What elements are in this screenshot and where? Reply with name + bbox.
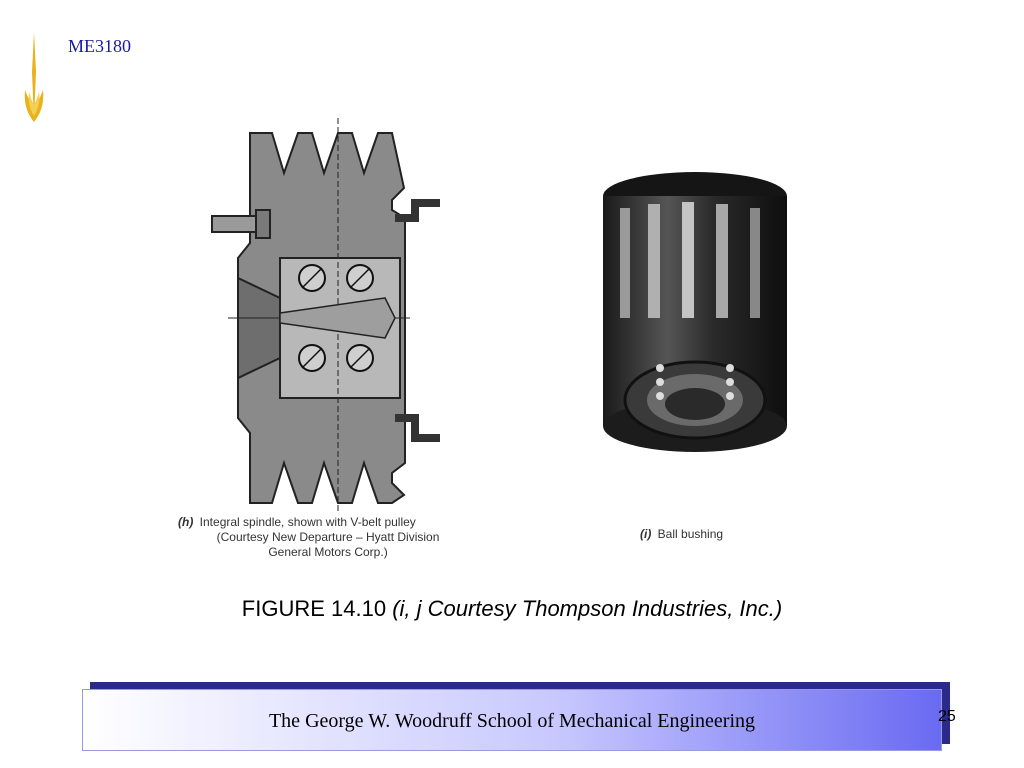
footer-banner: [82, 689, 942, 751]
figure-label: FIGURE 14.10: [241, 596, 387, 621]
spindle-caption-line3: General Motors Corp.): [268, 545, 388, 559]
ball-bushing-caption-text: Ball bushing: [657, 527, 724, 541]
school-name: The George W. Woodruff School of Mechanical Engineering: [268, 710, 756, 732]
course-code: ME3180: [68, 36, 131, 56]
figure-title: [0, 596, 1024, 622]
figure-h-tag: (h): [178, 515, 194, 529]
institution-logo-icon: [22, 32, 46, 126]
page-number: 25: [938, 708, 956, 725]
figure-i-tag: (i): [640, 527, 652, 541]
ball-bushing-caption: [640, 527, 723, 542]
ball-bushing-figure: [590, 168, 800, 468]
spindle-caption-line1: Integral spindle, shown with V-belt pulley: [199, 515, 416, 529]
spindle-caption-line2: (Courtesy New Departure – Hyatt Division: [216, 530, 440, 544]
spindle-cross-section-figure: [160, 118, 480, 558]
figure-credit: (i, j Courtesy Thompson Industries, Inc.): [392, 596, 783, 621]
spindle-caption: [178, 515, 478, 560]
